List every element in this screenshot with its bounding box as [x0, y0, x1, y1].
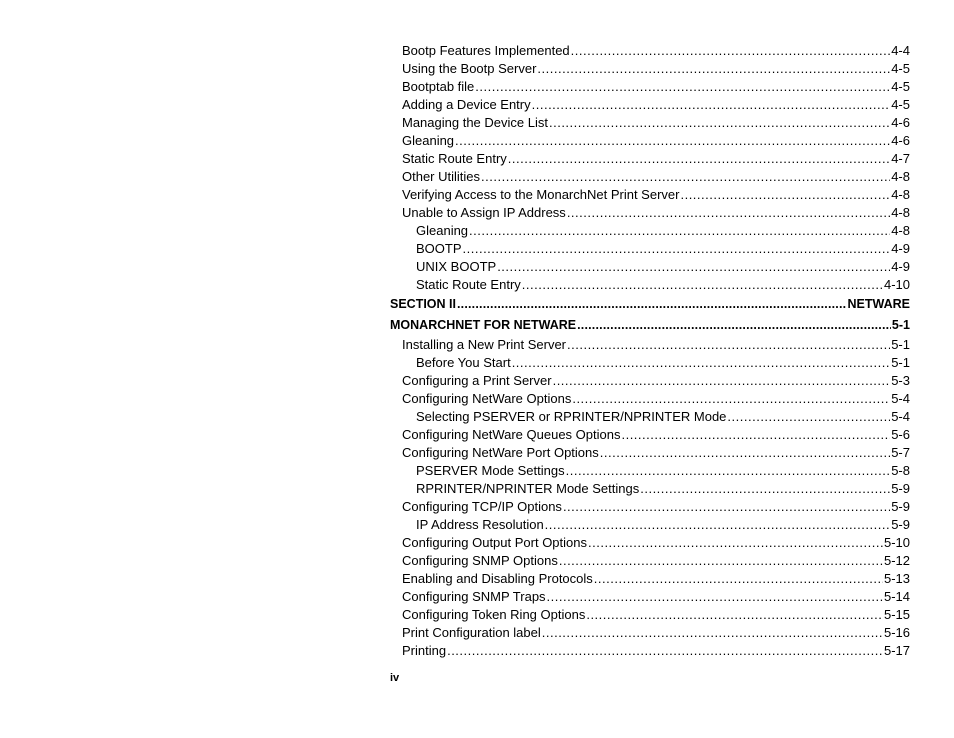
- toc-dot-leader: [547, 588, 883, 606]
- toc-entry[interactable]: [390, 534, 910, 552]
- toc-dot-leader: [553, 372, 891, 390]
- toc-dot-leader: [447, 642, 883, 660]
- toc-entry-page: 4-4: [891, 43, 910, 58]
- toc-entry-page: 4-5: [891, 97, 910, 112]
- toc-entry-title: Configuring SNMP Options: [402, 553, 558, 568]
- toc-dot-leader: [600, 444, 890, 462]
- toc-entry[interactable]: [390, 390, 910, 408]
- toc-entry-title: UNIX BOOTP: [416, 259, 497, 274]
- toc-entry-title: Managing the Device List: [402, 115, 548, 130]
- toc-entry-title: Gleaning: [402, 133, 455, 148]
- toc-entry[interactable]: [390, 150, 910, 168]
- toc-entry-page: 5-12: [883, 553, 910, 568]
- toc-dot-leader: [469, 222, 890, 240]
- toc-entry-title: Other Utilities: [402, 169, 481, 184]
- toc-entry[interactable]: [390, 444, 910, 462]
- toc-entry-page: 5-3: [891, 373, 910, 388]
- toc-dot-leader: [463, 240, 891, 258]
- toc-entry-title: Unable to Assign IP Address: [402, 205, 566, 220]
- toc-entry[interactable]: [390, 222, 910, 240]
- toc-entry-title: Static Route Entry: [416, 277, 521, 292]
- toc-entry-title: Static Route Entry: [402, 151, 507, 166]
- toc-entry-title: Enabling and Disabling Protocols: [402, 571, 593, 586]
- toc-dot-leader: [481, 168, 890, 186]
- toc-entry-title: IP Address Resolution: [416, 517, 544, 532]
- page-number: iv: [390, 672, 400, 684]
- toc-entry-title: Configuring NetWare Options: [402, 391, 572, 406]
- toc-entry[interactable]: [390, 426, 910, 444]
- toc-dot-leader: [475, 78, 890, 96]
- toc-entry-page: 5-9: [891, 499, 910, 514]
- toc-entry-title: Configuring NetWare Port Options: [402, 445, 599, 460]
- toc-entry[interactable]: [390, 588, 910, 606]
- toc-entry[interactable]: [390, 354, 910, 372]
- toc-entry-title: Installing a New Print Server: [402, 337, 567, 352]
- toc-entry-title: PSERVER Mode Settings: [416, 463, 565, 478]
- toc-dot-leader: [559, 552, 883, 570]
- toc-entry-page: 5-6: [891, 427, 910, 442]
- toc-entry-page: 4-8: [891, 205, 910, 220]
- toc-dot-leader: [563, 498, 890, 516]
- toc-entry[interactable]: [390, 408, 910, 426]
- toc-entry-page: 5-4: [891, 391, 910, 406]
- toc-entry-page: 4-9: [891, 259, 910, 274]
- toc-entry-title: Printing: [402, 643, 447, 658]
- toc-entry-title: BOOTP: [416, 241, 462, 256]
- toc-entry-page: 4-5: [891, 79, 910, 94]
- toc-entry-page: 5-7: [891, 445, 910, 460]
- toc-entry[interactable]: [390, 462, 910, 480]
- toc-entry-title: SECTION II: [390, 297, 456, 311]
- toc-entry-title: Verifying Access to the MonarchNet Print Server: [402, 187, 680, 202]
- toc-dot-leader: [455, 132, 890, 150]
- toc-entry-page: 4-9: [891, 241, 910, 256]
- toc-entry-title: Bootp Features Implemented: [402, 43, 570, 58]
- toc-section-heading[interactable]: [390, 315, 910, 336]
- toc-entry-title: Using the Bootp Server: [402, 61, 537, 76]
- toc-dot-leader: [640, 480, 890, 498]
- toc-entry-page: 5-16: [883, 625, 910, 640]
- toc-entry[interactable]: [390, 168, 910, 186]
- toc-entry[interactable]: [390, 570, 910, 588]
- toc-entry[interactable]: [390, 240, 910, 258]
- toc-entry-page: 5-15: [883, 607, 910, 622]
- toc-entry[interactable]: [390, 642, 910, 660]
- toc-entry-page: 4-8: [891, 169, 910, 184]
- toc-dot-leader: [549, 114, 890, 132]
- toc-entry[interactable]: [390, 204, 910, 222]
- toc-entry[interactable]: [390, 516, 910, 534]
- toc-entry-title: Bootptab file: [402, 79, 475, 94]
- table-of-contents: [390, 42, 910, 660]
- toc-entry-page: 5-14: [883, 589, 910, 604]
- toc-entry-page: 5-10: [883, 535, 910, 550]
- toc-entry-page: 5-17: [883, 643, 910, 658]
- toc-entry-page: 4-6: [891, 133, 910, 148]
- toc-dot-leader: [567, 336, 890, 354]
- toc-dot-leader: [727, 408, 890, 426]
- toc-entry[interactable]: [390, 186, 910, 204]
- toc-entry-title: Before You Start: [416, 355, 511, 370]
- toc-entry-title: Adding a Device Entry: [402, 97, 531, 112]
- toc-dot-leader: [457, 294, 847, 315]
- toc-entry-title: Configuring a Print Server: [402, 373, 552, 388]
- toc-entry[interactable]: [390, 372, 910, 390]
- toc-entry-title: MONARCHNET FOR NETWARE: [390, 318, 577, 332]
- toc-entry[interactable]: [390, 78, 910, 96]
- toc-entry[interactable]: [390, 336, 910, 354]
- toc-dot-leader: [586, 606, 883, 624]
- toc-entry-page: 4-6: [891, 115, 910, 130]
- toc-dot-leader: [522, 276, 883, 294]
- toc-entry-title: Configuring Output Port Options: [402, 535, 587, 550]
- toc-dot-leader: [621, 426, 890, 444]
- toc-dot-leader: [497, 258, 890, 276]
- toc-entry-title: Configuring TCP/IP Options: [402, 499, 562, 514]
- toc-entry-title: Configuring Token Ring Options: [402, 607, 586, 622]
- toc-entry-page: 5-1: [891, 355, 910, 370]
- toc-entry[interactable]: [390, 114, 910, 132]
- toc-entry-page: 4-8: [891, 223, 910, 238]
- toc-entry-page: 5-1: [891, 337, 910, 352]
- toc-dot-leader: [594, 570, 883, 588]
- toc-entry[interactable]: [390, 552, 910, 570]
- toc-entry-title: Selecting PSERVER or RPRINTER/NPRINTER Mode: [416, 409, 727, 424]
- toc-dot-leader: [508, 150, 890, 168]
- toc-entry[interactable]: [390, 60, 910, 78]
- toc-entry-page: NETWARE: [847, 297, 910, 311]
- toc-entry-page: 5-9: [891, 517, 910, 532]
- toc-dot-leader: [571, 42, 891, 60]
- toc-dot-leader: [532, 96, 891, 114]
- toc-entry-title: Gleaning: [416, 223, 469, 238]
- toc-entry-page: 4-10: [883, 277, 910, 292]
- toc-dot-leader: [680, 186, 890, 204]
- toc-entry-page: 4-7: [891, 151, 910, 166]
- toc-entry[interactable]: [390, 258, 910, 276]
- toc-entry-page: 5-4: [891, 409, 910, 424]
- toc-entry-title: Configuring NetWare Queues Options: [402, 427, 621, 442]
- toc-entry[interactable]: [390, 480, 910, 498]
- toc-entry[interactable]: [390, 132, 910, 150]
- toc-dot-leader: [567, 204, 890, 222]
- toc-section-heading[interactable]: [390, 294, 910, 315]
- toc-dot-leader: [542, 624, 883, 642]
- toc-dot-leader: [537, 60, 890, 78]
- toc-entry-page: 4-5: [891, 61, 910, 76]
- toc-entry[interactable]: [390, 498, 910, 516]
- toc-dot-leader: [566, 462, 891, 480]
- toc-entry-page: 5-1: [891, 318, 910, 332]
- toc-entry[interactable]: [390, 96, 910, 114]
- toc-dot-leader: [588, 534, 883, 552]
- toc-dot-leader: [572, 390, 890, 408]
- toc-entry[interactable]: [390, 624, 910, 642]
- toc-entry[interactable]: [390, 42, 910, 60]
- toc-dot-leader: [512, 354, 891, 372]
- toc-entry-title: Print Configuration label: [402, 625, 541, 640]
- toc-entry-title: RPRINTER/NPRINTER Mode Settings: [416, 481, 640, 496]
- toc-entry-title: Configuring SNMP Traps: [402, 589, 546, 604]
- toc-dot-leader: [577, 315, 891, 336]
- toc-entry-page: 4-8: [891, 187, 910, 202]
- toc-entry-page: 5-9: [891, 481, 910, 496]
- toc-entry-page: 5-8: [891, 463, 910, 478]
- toc-dot-leader: [545, 516, 891, 534]
- toc-entry[interactable]: [390, 606, 910, 624]
- toc-entry-page: 5-13: [883, 571, 910, 586]
- toc-entry[interactable]: [390, 276, 910, 294]
